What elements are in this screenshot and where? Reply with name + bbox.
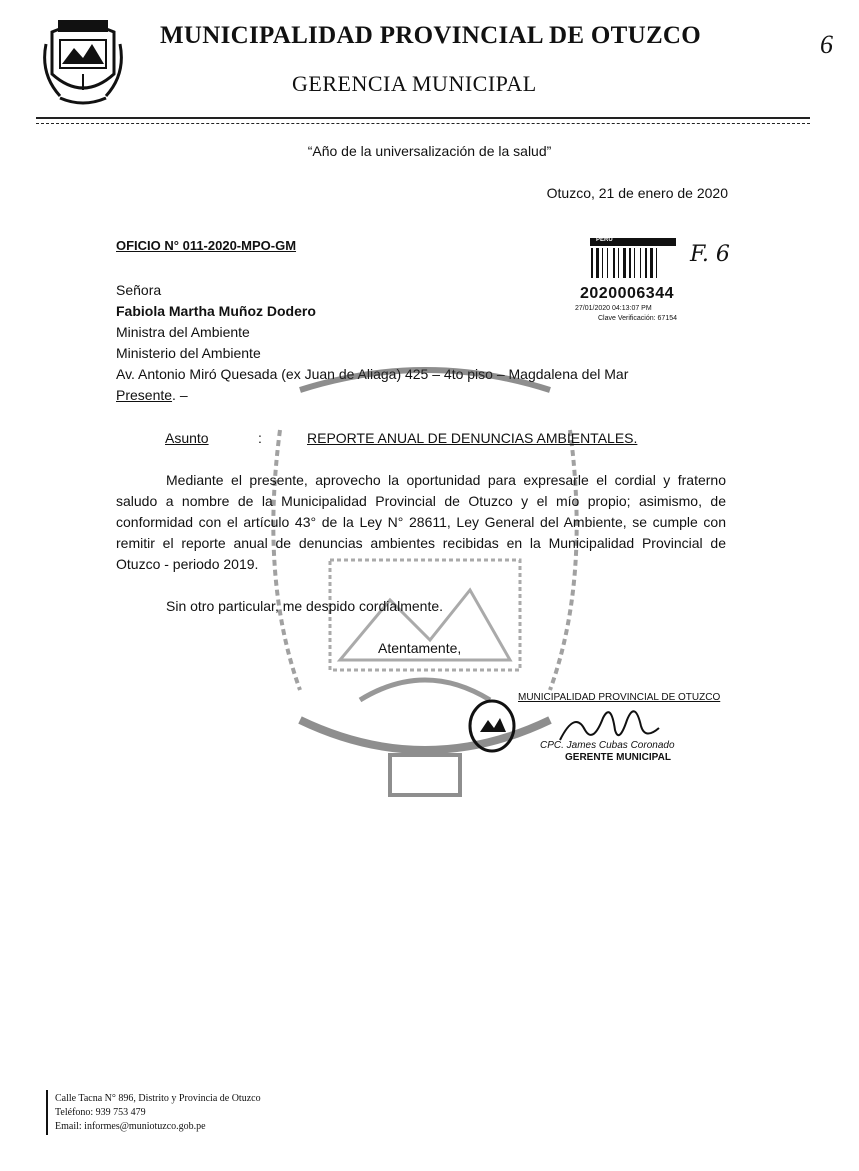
header-divider xyxy=(36,117,810,124)
signature-stamp-seal xyxy=(466,698,518,754)
subject-separator: : xyxy=(258,430,262,446)
letter-date: Otuzco, 21 de enero de 2020 xyxy=(546,185,728,201)
presente-word: Presente xyxy=(116,387,173,403)
barcode-bar xyxy=(656,248,657,278)
closing-line: Sin otro particular, me despido cordialmente. xyxy=(166,598,444,614)
presente-line xyxy=(116,387,188,403)
barcode-bar xyxy=(618,248,619,278)
stamp-header: PERU xyxy=(596,237,613,243)
footer-phone: Teléfono: 939 753 479 xyxy=(55,1107,146,1118)
barcode-bar xyxy=(650,248,653,278)
barcode-bar xyxy=(602,248,603,278)
regards-line: Atentamente, xyxy=(378,640,462,656)
recipient-name: Fabiola Martha Muñoz Dodero xyxy=(116,303,316,319)
verification-code: Clave Verificación: 67154 xyxy=(598,315,677,322)
body-paragraph xyxy=(116,470,726,575)
barcode-bar xyxy=(640,248,641,278)
recipient-salutation: Señora xyxy=(116,282,162,298)
handwritten-folio: F. 6 xyxy=(690,242,730,267)
barcode-bar xyxy=(645,248,647,278)
municipal-coat-of-arms-logo xyxy=(40,14,126,106)
barcode-bar xyxy=(591,248,593,278)
registration-datetime: 27/01/2020 04:13:07 PM xyxy=(575,305,652,312)
barcode-bar xyxy=(629,248,631,278)
recipient-institution: Ministerio del Ambiente xyxy=(116,345,261,361)
barcode-bar xyxy=(623,248,626,278)
year-motto: “Año de la universalización de la salud” xyxy=(307,143,552,159)
barcode-bar xyxy=(607,248,608,278)
logo-lettering: OTUZCO xyxy=(57,9,92,18)
recipient-address: Av. Antonio Miró Quesada (ex Juan de Aliaga) 425 – 4to piso – Magdalena del Mar xyxy=(116,366,629,382)
signatory-name: CPC. James Cubas Coronado xyxy=(540,740,675,751)
registration-number: 2020006344 xyxy=(580,285,674,302)
department-subtitle: GERENCIA MUNICIPAL xyxy=(292,71,537,96)
subject-text: REPORTE ANUAL DE DENUNCIAS AMBIENTALES. xyxy=(307,430,638,446)
footer-email: Email: informes@muniotuzco.gob.pe xyxy=(55,1121,206,1132)
footer-accent-bar xyxy=(46,1090,48,1135)
handwritten-page-number: 6 xyxy=(820,30,833,59)
footer-address: Calle Tacna N° 896, Distrito y Provincia de Otuzco xyxy=(55,1093,261,1104)
presente-suffix: . – xyxy=(172,387,188,403)
barcode-bar xyxy=(613,248,615,278)
barcode-bar xyxy=(634,248,635,278)
barcode-bar xyxy=(596,248,599,278)
institution-title: MUNICIPALIDAD PROVINCIAL DE OTUZCO xyxy=(160,22,702,49)
body-text: Mediante el presente, aprovecho la oportunidad para expresarle el cordial y fraterno saludo a nombre de la Municipalidad Provincial de Otuzco y el mío propio; asimismo, de conformidad con el artículo 43° de la Ley N° 28611, Ley General del Ambiente, se cumple con remitir el reporte anual de denuncias ambientes recibidas en la Municipalidad Provincial de Otuzco - periodo 2019. xyxy=(116,472,726,572)
signature-organization: MUNICIPALIDAD PROVINCIAL DE OTUZCO xyxy=(518,692,721,703)
recipient-position: Ministra del Ambiente xyxy=(116,324,250,340)
document-reference: OFICIO N° 011-2020-MPO-GM xyxy=(116,238,297,253)
barcode-stamp xyxy=(590,238,676,278)
signatory-role: GERENTE MUNICIPAL xyxy=(565,752,671,763)
subject-label: Asunto xyxy=(165,430,209,446)
